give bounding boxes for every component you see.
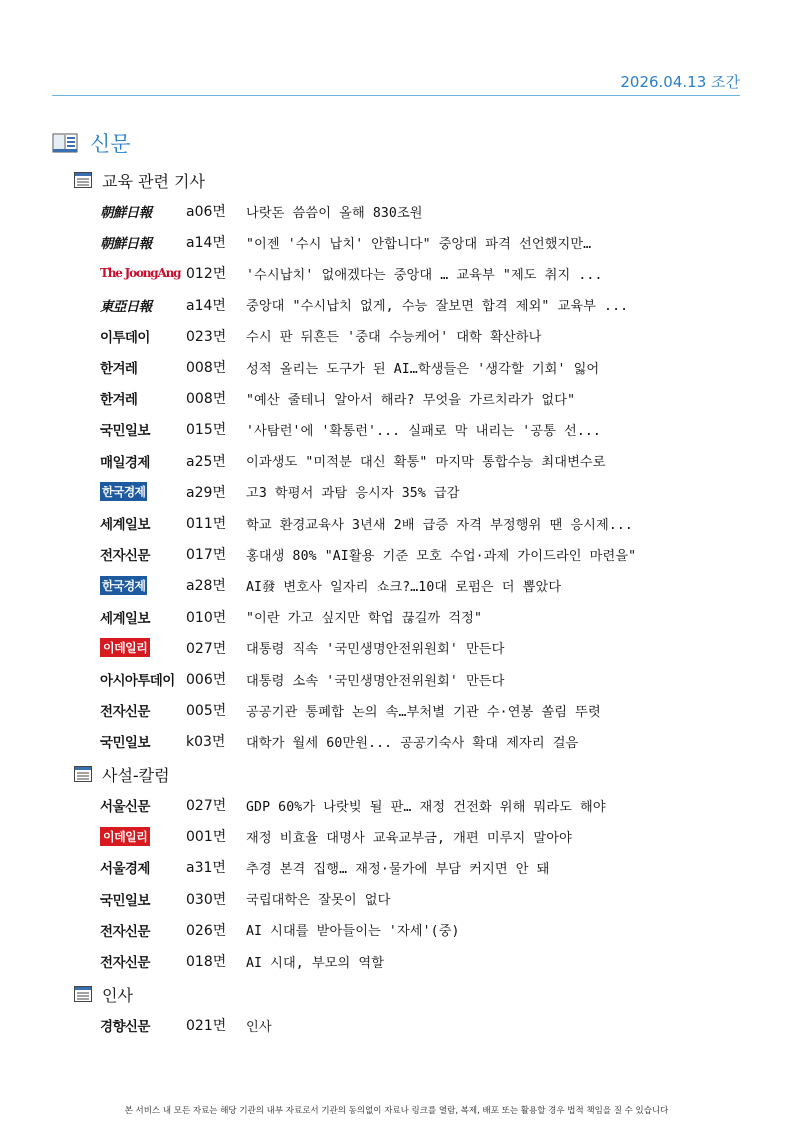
newspaper-logo: 이데일리 [100,638,150,657]
newspaper-logo-wrap [100,232,186,252]
newspaper-logo-wrap [100,544,186,564]
page-number: 018면 [186,954,227,970]
article-row[interactable] [100,824,750,848]
article-headline-link[interactable]: "예산 줄테니 알아서 해라? 무엇을 가르치라가 없다" [246,392,576,408]
page-number: 015면 [186,422,227,439]
newspaper-logo: 서울경제 [100,861,150,878]
newspaper-logo-wrap [100,731,186,751]
page-number: a29면 [186,484,226,501]
newspaper-logo-wrap [100,388,186,408]
newspaper-logo-wrap [100,669,186,689]
page-number: 023면 [186,328,227,345]
page-number: a14면 [186,297,226,314]
newspaper-logo-wrap [100,357,186,377]
newspaper-logo-wrap [100,201,186,221]
newspaper-logo-wrap [100,638,186,657]
newspaper-logo: 朝鮮日報 [100,205,152,221]
newspaper-logo-wrap [100,951,186,971]
article-headline-link[interactable]: 홍대생 80% "AI활용 기준 모호 수업·과제 가이드라인 마련을" [246,548,637,564]
newspaper-logo: 아시아투데이 [100,673,175,689]
article-row[interactable] [100,199,750,223]
article-headline-link[interactable]: 대학가 월세 60만원... 공공기숙사 확대 제자리 걸음 [246,735,579,751]
page-number: k03면 [186,734,226,751]
newspaper-logo: 국민일보 [100,735,150,752]
article-row[interactable] [100,793,750,817]
section-header [74,168,205,192]
newspaper-logo: 서울신문 [100,799,150,815]
article-headline-link[interactable]: 학교 환경교육사 3년새 2배 급증 자격 부정행위 땐 응시제... [246,517,633,533]
newspaper-logo-wrap [100,266,186,280]
newspaper-logo-wrap [100,857,186,877]
document-list-icon [74,766,92,782]
newspaper-logo: 한겨레 [100,361,138,377]
newspaper-logo-wrap [100,513,186,533]
newspaper-logo: 전자신문 [100,704,150,721]
page-number: 005면 [186,703,227,720]
article-headline-link[interactable]: 인사 [246,1019,272,1035]
article-headline-link[interactable]: 공공기관 통폐합 논의 속…부처별 기관 수·연봉 쏠림 뚜렷 [246,704,601,720]
article-row[interactable] [100,293,750,317]
newspaper-logo-wrap [100,700,186,720]
section-title: 인사 [102,985,133,1005]
article-headline-link[interactable]: 대통령 소속 '국민생명안전위원회' 만든다 [246,673,505,689]
article-headline-link[interactable]: 이과생도 "미적분 대신 확통" 마지막 통합수능 최대변수로 [246,455,606,471]
newspaper-logo: 국민일보 [100,892,150,909]
article-row[interactable] [100,324,750,348]
footer-disclaimer: 본 서비스 내 모든 자료는 해당 기관의 내부 자료로서 기관의 동의없이 자료나 링크를 열람, 복제, 배포 또는 활용할 경우 법적 책임을 질 수 있습니다 [124,1106,669,1116]
article-row[interactable] [100,918,750,942]
article-row[interactable] [100,949,750,973]
article-row[interactable] [100,605,750,629]
newspaper-logo-wrap [100,607,186,627]
section-title: 교육 관련 기사 [102,171,205,191]
article-row[interactable] [100,542,750,566]
article-row[interactable] [100,417,750,441]
newspaper-logo-wrap [100,295,186,315]
newspaper-logo: 東亞日報 [100,298,152,315]
section-header [74,762,170,786]
newspaper-logo: 한국경제 [100,482,147,501]
document-list-icon [74,172,92,188]
article-headline-link[interactable]: "이젠 '수시 납치' 안합니다" 중앙대 파격 선언했지만… [246,236,592,252]
article-headline-link[interactable]: 중앙대 "수시납치 없게, 수능 잘보면 합격 제외" 교육부 ... [246,299,629,315]
newspaper-logo-wrap [100,1015,186,1035]
section-header [74,982,133,1006]
article-headline-link[interactable]: 국립대학은 잘못이 없다 [246,893,391,909]
page-number: a06면 [186,204,226,220]
page-number: 026면 [186,922,227,939]
article-headline-link[interactable]: 재정 비효율 대명사 교육교부금, 개편 미루지 말아야 [246,830,572,846]
article-headline-link[interactable]: "이란 가고 싶지만 학업 끊길까 걱정" [246,611,483,627]
page-number: 008면 [186,360,227,376]
article-row[interactable] [100,667,750,691]
article-headline-link[interactable]: GDP 60%가 나랏빚 될 판… 재정 건전화 위해 뭐라도 해야 [246,799,606,815]
article-row[interactable] [100,1013,750,1037]
article-row[interactable] [100,230,750,254]
page-number: a25면 [186,453,226,470]
article-headline-link[interactable]: 성적 올리는 도구가 된 AI…학생들은 '생각할 기회' 잃어 [246,361,600,377]
newspaper-logo-wrap [100,451,186,471]
newspaper-logo: 국민일보 [100,423,150,440]
article-headline-link[interactable]: '수시납치' 없애겠다는 중앙대 … 교육부 "제도 취지 ... [246,267,603,283]
newspaper-logo: 이투데이 [100,329,150,346]
main-title [52,128,131,158]
article-headline-link[interactable]: AI 시대, 부모의 역할 [246,955,385,971]
newspaper-logo: 한겨레 [100,392,138,409]
date-header: 2026.04.13 조간 [620,73,740,91]
page-number: a31면 [186,860,226,877]
article-headline-link[interactable]: AI 시대를 받아들이는 '자세'(중) [246,924,460,940]
article-row[interactable] [100,573,750,597]
newspaper-logo: 전자신문 [100,955,150,971]
article-headline-link[interactable]: 수시 판 뒤흔든 '중대 수능케어' 대학 확산하나 [246,330,542,346]
page-number: 006면 [186,672,227,688]
header-divider [52,95,740,96]
article-row[interactable] [100,887,750,911]
newspaper-logo-wrap [100,482,186,501]
newspaper-logo: 朝鮮日報 [100,236,152,253]
article-row[interactable] [100,636,750,660]
article-headline-link[interactable]: 추경 본격 집행… 재정·물가에 부담 커지면 안 돼 [246,861,550,877]
newspaper-logo: 세계일보 [100,517,150,533]
page-number: 001면 [186,829,227,846]
newspaper-logo: 전자신문 [100,548,150,565]
article-row[interactable] [100,386,750,410]
article-row[interactable] [100,449,750,473]
page-number: 012면 [186,266,227,283]
page-number: a14면 [186,235,226,252]
newspaper-logo: 매일경제 [100,454,150,471]
newspaper-logo: 전자신문 [100,923,150,940]
section-title: 사설-칼럼 [102,765,170,785]
newspaper-logo-wrap [100,827,186,846]
page-number: 027면 [186,798,227,814]
newspaper-logo-wrap [100,920,186,940]
main-title-text: 신문 [90,132,131,156]
article-row[interactable] [100,355,750,379]
article-row[interactable] [100,511,750,535]
page-number: 008면 [186,391,227,408]
page-number: 030면 [186,891,227,908]
page-number: 010면 [186,609,227,626]
article-row[interactable] [100,261,750,285]
newspaper-logo-wrap [100,889,186,909]
article-row[interactable] [100,855,750,879]
page-number: a28면 [186,578,226,595]
newspaper-logo-wrap [100,419,186,439]
page-number: 021면 [186,1018,227,1034]
newspaper-logo: 경향신문 [100,1019,150,1035]
article-headline-link[interactable]: 나랏돈 씀씀이 올해 830조원 [246,205,423,221]
newspaper-icon [52,132,78,154]
newspaper-logo: 한국경제 [100,576,147,595]
article-row[interactable] [100,480,750,504]
newspaper-logo-wrap [100,795,186,815]
newspaper-logo: 이데일리 [100,827,150,846]
page-number: 017면 [186,547,227,564]
newspaper-logo-wrap [100,326,186,346]
article-headline-link[interactable]: AI發 변호사 일자리 쇼크?…10대 로펌은 더 뽑았다 [246,579,562,595]
article-headline-link[interactable]: 대통령 직속 '국민생명안전위원회' 만든다 [246,642,505,658]
newspaper-logo-wrap [100,576,186,595]
article-headline-link[interactable]: '사탐런'에 '확통런'... 실패로 막 내리는 '공통 선... [246,423,601,439]
page-number: 011면 [186,516,227,532]
article-headline-link[interactable]: 고3 학평서 과탐 응시자 35% 급감 [246,486,460,502]
newspaper-logo: 세계일보 [100,610,150,627]
document-list-icon [74,986,92,1002]
newspaper-logo: The JoongAng [100,266,181,281]
article-row[interactable] [100,729,750,753]
article-row[interactable] [100,698,750,722]
page-number: 027면 [186,640,227,657]
